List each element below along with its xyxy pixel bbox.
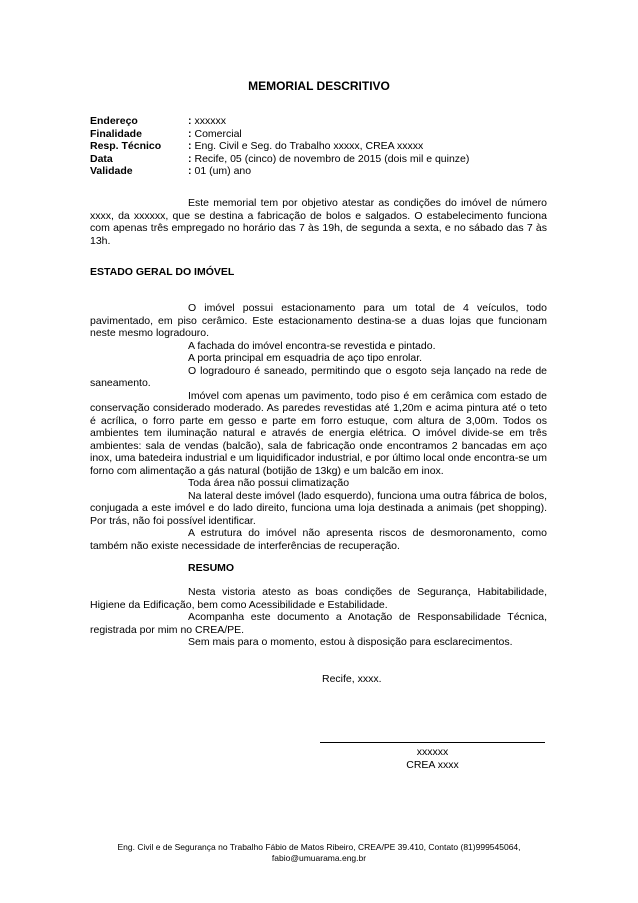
signature-registry: CREA xxxx (406, 758, 459, 771)
document-title: MEMORIAL DESCRITIVO (248, 79, 390, 93)
summary-paragraph: Nesta vistoria atesto as boas condições de Segurança, Habitabilidade, Higiene da Edificação, bem como Acessibilidade e Estabilidade. (90, 586, 547, 611)
meta-key: Validade (90, 165, 133, 177)
meta-value: xxxxxx (194, 115, 226, 127)
summary-paragraph: Acompanha este documento a Anotação de Responsabilidade Técnica, registrada por mim no CREA/PE. (90, 611, 547, 636)
section-paragraph: O logradouro é saneado, permitindo que o esgoto seja lançado na rede de saneamento. (90, 364, 547, 389)
section-body (90, 302, 547, 552)
meta-value: Eng. Civil e Seg. do Trabalho xxxxx, CREA xxxxx (194, 140, 424, 152)
section-paragraph: A fachada do imóvel encontra-se revestida e pintado. (188, 339, 436, 352)
document-metadata (90, 115, 469, 178)
meta-row-address (90, 115, 469, 128)
section-paragraph: Na lateral deste imóvel (lado esquerdo), funciona uma outra fábrica de bolos, conjugada a este imóvel e do lado direito, funciona uma loja destinada a animais (pet shopping). Por trás, não foi possível identificar. (90, 489, 547, 527)
meta-key: Finalidade (90, 127, 142, 140)
meta-key: Endereço (90, 115, 138, 127)
signature-name: xxxxxx (416, 746, 449, 758)
meta-separator: : (188, 140, 192, 152)
section-paragraph: Imóvel com apenas um pavimento, todo piso é em cerâmica com estado de conservação considerado moderado. As paredes revestidas até 1,20m e acima pintura até o teto é acrílica, o forro parte em gesso e parte em forro estuque, com altura de 3,00m. Todos os ambientes tem iluminação natural e através de energia elétrica. O imóvel divide-se em três ambientes: sala de vendas (balcão), sala de fabricação onde encontramos 2 bancadas em aço inox, uma batedeira industrial e um liquidificador industrial, e por último local onde encontra-se um forno com alimentação a gás natural (botijão de 13kg) e um balcão em inox. (90, 389, 547, 477)
summary-body (90, 586, 547, 649)
summary-heading: RESUMO (188, 562, 235, 574)
section-paragraph: Toda área não possui climatização (188, 477, 350, 489)
signature-block (320, 746, 545, 771)
page-footer (0, 842, 638, 864)
footer-line-1: Eng. Civil e de Segurança no Trabalho Fábio de Matos Ribeiro, CREA/PE 39.410, Contato (81)999545064, (117, 842, 521, 852)
meta-key: Data (90, 152, 113, 165)
meta-row-date (90, 153, 469, 166)
meta-separator: : (188, 165, 192, 177)
section-paragraph: A porta principal em esquadria de aço tipo enrolar. (188, 352, 423, 364)
summary-section (90, 562, 547, 575)
meta-key: Resp. Técnico (90, 140, 162, 152)
section-paragraph: A estrutura do imóvel não apresenta riscos de desmoronamento, como também não existe necessidade de interferências de recuperação. (90, 527, 547, 552)
signature-line (320, 742, 545, 743)
section-paragraph: O imóvel possui estacionamento para um total de 4 veículos, todo pavimentado, em piso cerâmico. Este estacionamento destina-se a duas lojas que funcionam neste mesmo logradouro. (90, 302, 547, 339)
meta-row-technical-lead (90, 140, 469, 153)
meta-row-purpose (90, 128, 469, 141)
summary-paragraph: Sem mais para o momento, estou à disposição para esclarecimentos. (188, 636, 513, 648)
intro-block (90, 197, 547, 247)
meta-separator: : (188, 127, 192, 140)
meta-separator: : (188, 115, 192, 127)
footer-line-2: fabio@umuarama.eng.br (271, 853, 367, 863)
meta-row-validity (90, 165, 469, 178)
section-general-state (90, 266, 547, 279)
meta-value: Comercial (194, 127, 242, 140)
meta-value: 01 (um) ano (194, 165, 252, 177)
place-date: Recife, xxxx. (322, 673, 382, 685)
meta-separator: : (188, 152, 192, 165)
section-heading: ESTADO GERAL DO IMÓVEL (90, 266, 235, 278)
intro-paragraph: Este memorial tem por objetivo atestar as condições do imóvel de número xxxx, da xxxxxx, que se destina a fabricação de bolos e salgados. O estabelecimento funciona com apenas três empregado no horário das 7 às 19h, de segunda a sexta, e no sábado das 7 às 13h. (90, 197, 547, 247)
meta-value: Recife, 05 (cinco) de novembro de 2015 (dois mil e quinze) (194, 152, 470, 165)
